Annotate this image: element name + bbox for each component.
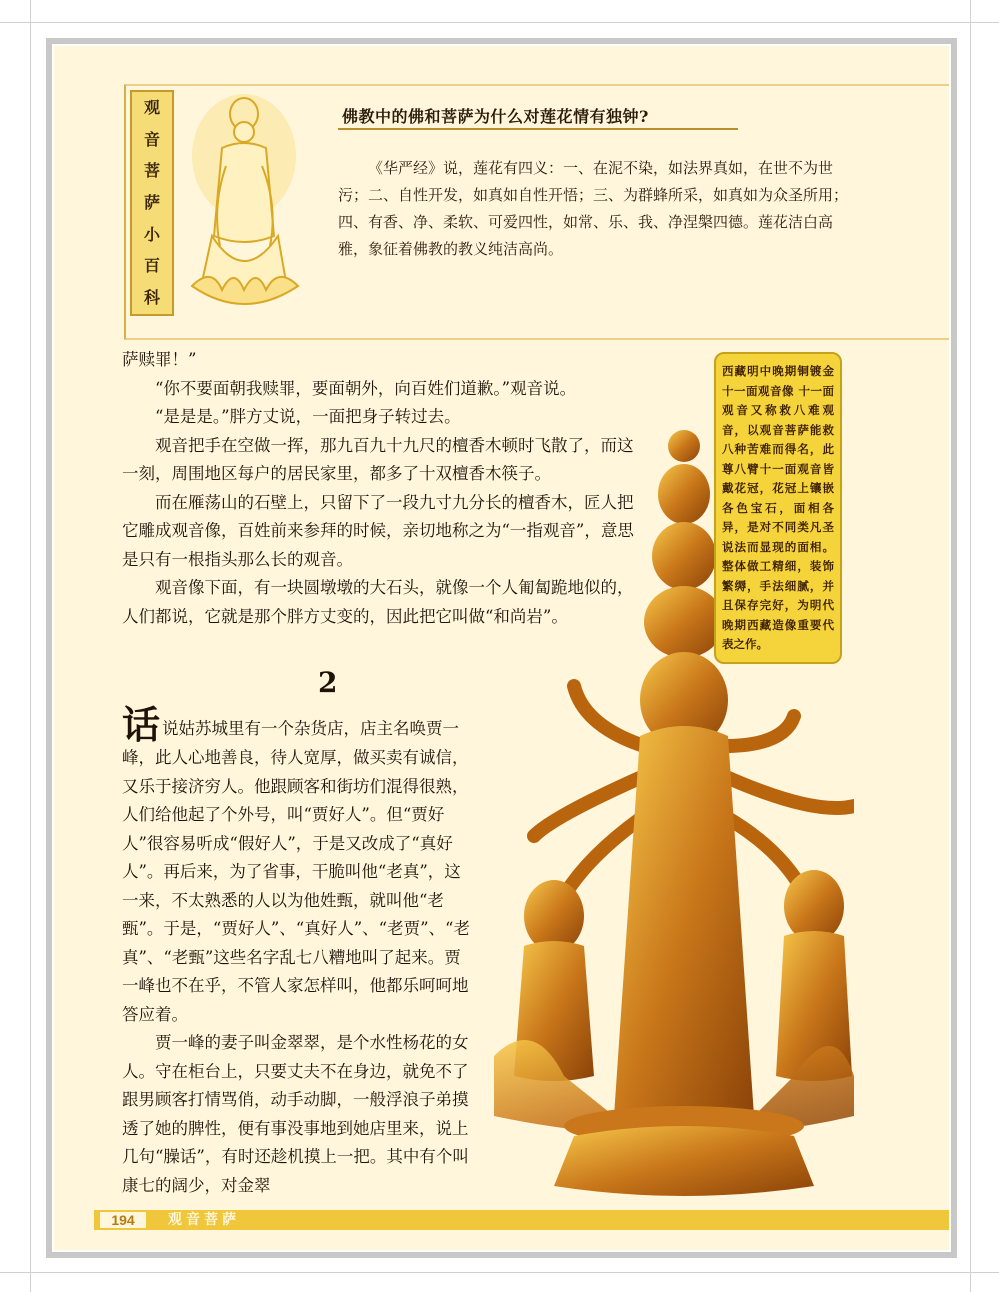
statue-caption: 西藏明中晚期铜镀金十一面观音像 十一面观音又称救八难观音，以观音菩萨能救八种苦难而得名，此尊八臂十一面观音皆戴花冠，花冠上镶嵌各色宝石，面相各异，是对不同类凡圣说法而显现的面相。整体做工精细，装饰繁缛，手法细腻，并且保存完好，为明代晚期西藏造像重要代表之作。 (714, 352, 842, 664)
encyclopedia-tab (130, 90, 174, 316)
running-title: 观音菩萨 (168, 1212, 240, 1228)
frame-line-right (970, 0, 971, 1292)
frame-line-bottom (0, 1272, 999, 1273)
tab-char: 萨 (143, 192, 160, 212)
frame-line-left (30, 0, 31, 1292)
book-page (54, 46, 949, 1250)
dropcap: 话 (122, 702, 161, 747)
paragraph: 贾一峰的妻子叫金翠翠，是个水性杨花的女人。守在柜台上，只要丈夫不在身边，就免不了跟男顾客打情骂俏，动手动脚，一般浮浪子弟摸透了她的脾性，便有事没事地到她店里来，说上几句“臊话”，有时还趁机摸上一把。其中有个叫康七的阔少，对金翠 (122, 1033, 469, 1195)
story-part-2 (122, 702, 474, 1200)
page-number: 194 (100, 1212, 146, 1228)
encyclopedia-answer: 《华严经》说，莲花有四义：一、在泥不染，如法界真如，在世不为世污；二、自性开发，如真如自性开悟；三、为群蜂所采，如真如为众圣所用；四、有香、净、柔软、可爱四性，如常、乐、我、净涅槃四德。莲花洁白高雅，象征着佛教的教义纯洁高尚。 (338, 159, 849, 258)
paragraph: “是是是。”胖方丈说，一面把身子转过去。 (155, 407, 461, 426)
tab-char: 科 (143, 288, 160, 308)
paragraph: 萨赎罪！” (122, 350, 197, 369)
paragraph: 观音把手在空做一挥，那九百九十九尺的檀香木顿时飞散了，而这一刻，周围地区每户的居民家里，都多了十双檀香木筷子。 (122, 435, 634, 483)
paragraph: 说姑苏城里有一个杂货店，店主名唤贾一峰，此人心地善良，待人宽厚，做买卖有诚信，又乐于接济穷人。他跟顾客和街坊们混得很熟，人们给他起了个外号，叫“贾好人”。但“贾好人”很容易听成“假好人”，于是又改成了“真好人”。再后来，为了省事，干脆叫他“老真”，这一来，不太熟悉的人以为他姓甄，就叫他“老甄”。于是，“贾好人”、“真好人”、“老贾”、“老真”、“老甄”这些名字乱七八糟地叫了起来。贾一峰也不在乎，不管人家怎样叫，他都乐呵呵地答应着。 (122, 719, 470, 1024)
encyclopedia-question: 佛教中的佛和菩萨为什么对莲花情有独钟? (342, 107, 649, 126)
paragraph: 观音像下面，有一块圆墩墩的大石头，就像一个人匍匐跪地似的，人们都说，它就是那个胖方丈变的，因此把它叫做“和尚岩”。 (122, 578, 634, 626)
guanyin-line-drawing (182, 86, 312, 326)
paragraph: 而在雁荡山的石壁上，只留下了一段九寸九分长的檀香木，匠人把它雕成观音像，百姓前来参拜的时候，亲切地称之为“一指观音”，意思是只有一根指头那么长的观音。 (122, 492, 634, 569)
tab-char: 小 (143, 224, 160, 244)
tab-char: 音 (143, 129, 160, 149)
section-number: 2 (318, 666, 338, 699)
paragraph: “你不要面朝我赎罪，要面朝外，向百姓们道歉。”观音说。 (155, 378, 577, 398)
tab-char: 百 (143, 256, 160, 276)
question-underline (338, 128, 738, 130)
frame-line-top (0, 22, 999, 23)
tab-char: 观 (143, 97, 160, 117)
tab-char: 菩 (143, 161, 160, 181)
